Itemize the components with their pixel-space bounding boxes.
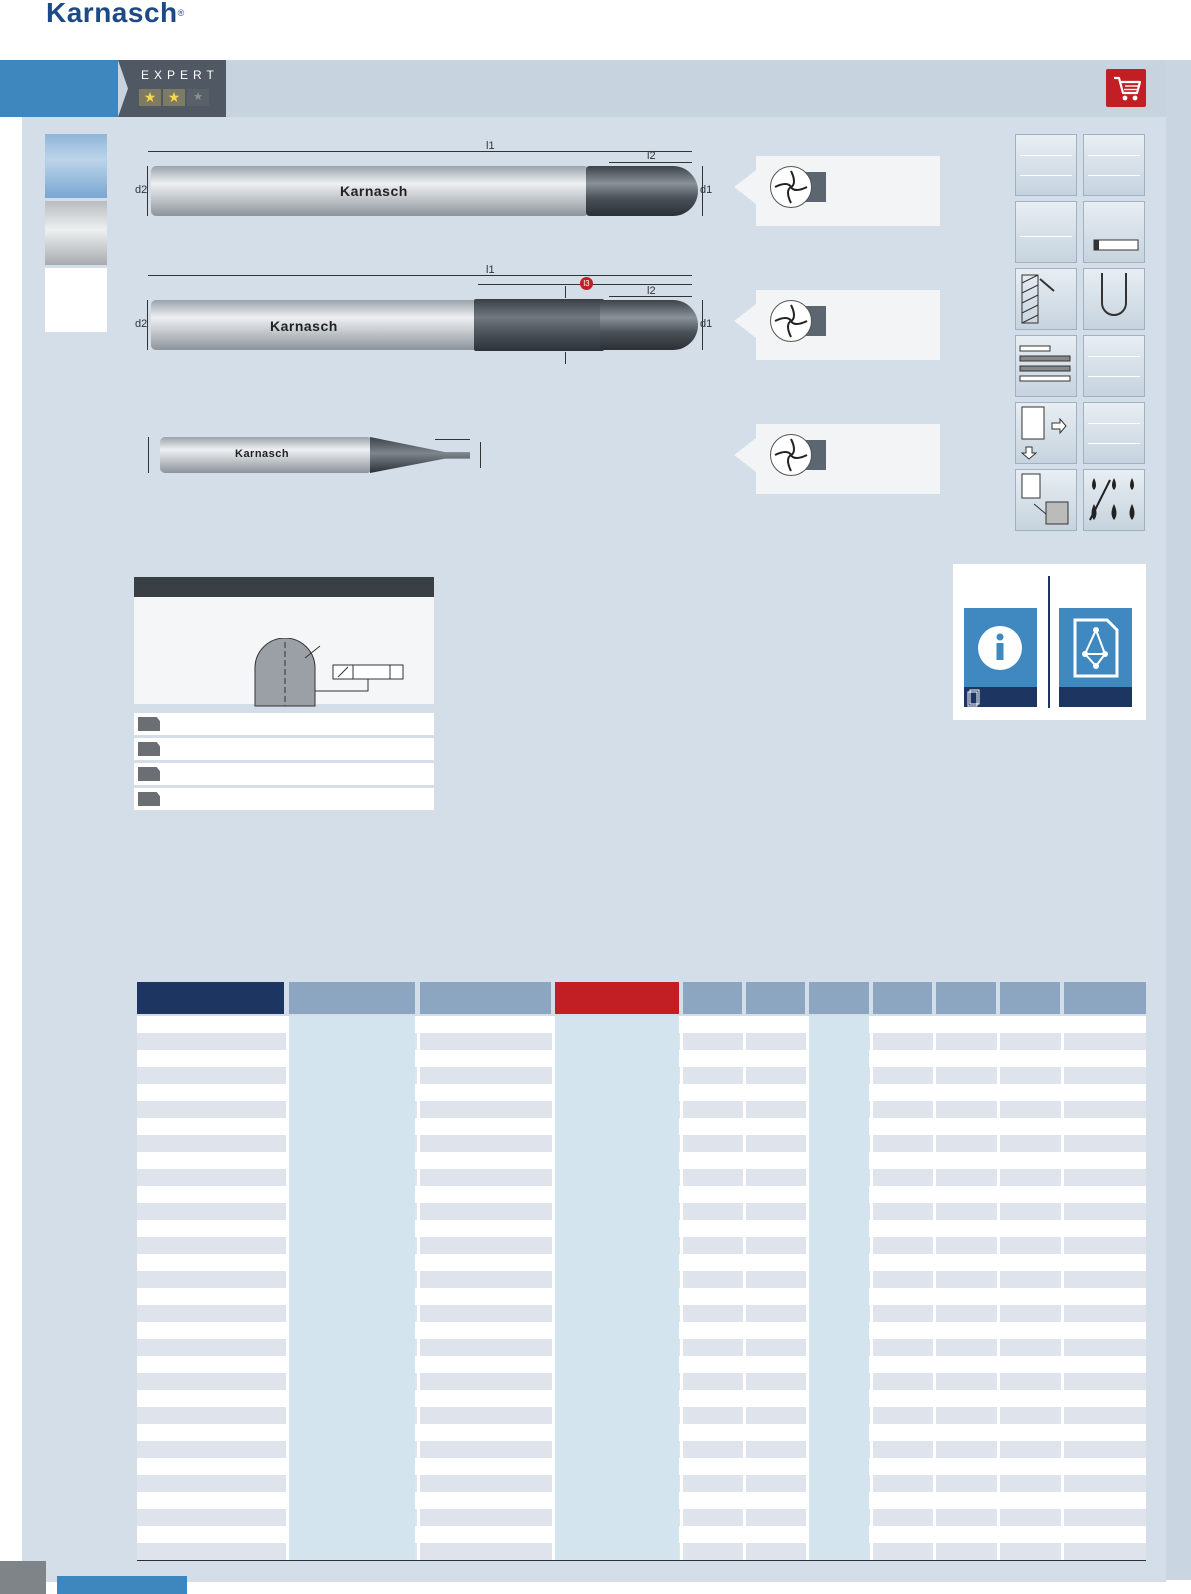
table-column-gap (870, 1016, 873, 1560)
info-divider (1048, 576, 1050, 708)
table-column-gap (806, 1016, 809, 1560)
milling-direction-icon (1015, 402, 1077, 464)
table-column-gap (933, 1016, 936, 1560)
dimension-d1-line (480, 442, 481, 468)
category-tab (0, 60, 118, 117)
table-merged-cell (555, 1288, 679, 1356)
table-merged-cell (289, 1084, 415, 1152)
callout-pointer (734, 170, 756, 204)
table-merged-cell (289, 1424, 415, 1492)
table-header-cell (809, 982, 869, 1014)
row-marker-icon (138, 742, 160, 756)
table-header-cell (746, 982, 805, 1014)
table-merged-cell (809, 1220, 869, 1288)
tolerance-row (134, 738, 434, 760)
cross-section-icon (770, 300, 812, 342)
callout-pointer (734, 438, 756, 472)
table-merged-cell (555, 1016, 679, 1084)
footer-section-tab (57, 1576, 187, 1594)
helix-angle-icon (1015, 268, 1077, 330)
dimension-l1-label: l1 (486, 264, 495, 276)
table-column-gap (286, 1016, 289, 1560)
expert-label: EXPERT (141, 68, 219, 82)
property-icon-blank (1083, 402, 1145, 464)
table-header-cell (289, 982, 415, 1014)
tolerance-row (134, 713, 434, 735)
radius-tolerance-diagram (250, 638, 410, 708)
table-merged-cell (289, 1152, 415, 1220)
tolerance-row (134, 788, 434, 810)
callout-pointer (734, 304, 756, 338)
info-button-bar[interactable] (964, 687, 1037, 707)
table-column-gap (1061, 1016, 1064, 1560)
tool-brand-text: Karnasch (340, 183, 408, 199)
dimension-d2-label: d2 (135, 184, 148, 196)
table-merged-cell (555, 1356, 679, 1424)
info-button[interactable] (964, 608, 1037, 687)
table-merged-cell (809, 1288, 869, 1356)
coolant-icon (1083, 469, 1145, 531)
table-merged-cell (555, 1220, 679, 1288)
table-merged-cell (555, 1084, 679, 1152)
table-column-gap (417, 1016, 420, 1560)
property-icon-blank (1015, 134, 1077, 196)
info-icon (964, 608, 1037, 687)
tolerance-bars-icon (1015, 335, 1077, 397)
table-column-gap (680, 1016, 683, 1560)
dimension-l3-marker: l3 (580, 277, 593, 290)
dimension-d2-label: d2 (135, 318, 148, 330)
tool-cutting-head (600, 300, 698, 350)
dimension-d3-arrow (565, 286, 566, 298)
dimension-l1-label: l1 (486, 140, 495, 152)
property-icon-blank (1083, 134, 1145, 196)
property-icon-blank (1015, 201, 1077, 263)
table-header-cell (1000, 982, 1060, 1014)
cart-button[interactable] (1106, 69, 1146, 107)
table-header-cell (936, 982, 996, 1014)
page-edge (1166, 60, 1191, 1580)
cross-section-icon (770, 166, 812, 208)
tool-neck (474, 299, 604, 351)
table-merged-cell (809, 1424, 869, 1492)
dimension-d1-label: d1 (700, 318, 713, 330)
star-icon: ★ (163, 89, 185, 106)
table-merged-cell (809, 1356, 869, 1424)
karnasch-logo: Karnasch® (46, 0, 185, 28)
table-merged-cell (555, 1492, 679, 1560)
shank-form-icon (1083, 201, 1145, 263)
table-merged-cell (809, 1152, 869, 1220)
tolerance-box-header (134, 577, 434, 597)
table-column-gap (997, 1016, 1000, 1560)
cad-model-button-bar[interactable] (1059, 687, 1132, 707)
table-merged-cell (289, 1288, 415, 1356)
table-header-cell (683, 982, 742, 1014)
table-merged-cell (289, 1016, 415, 1084)
table-column-gap (743, 1016, 746, 1560)
tool-brand-text: Karnasch (270, 318, 338, 334)
material-swatch-steel (45, 201, 107, 265)
material-swatch-blue (45, 134, 107, 198)
dimension-d3-arrow (565, 352, 566, 364)
cad-model-icon (1059, 608, 1132, 687)
dimension-l2-label: l2 (647, 150, 656, 162)
table-header-cell (420, 982, 551, 1014)
tool-brand-text: Karnasch (235, 448, 290, 460)
table-header-cell (137, 982, 284, 1014)
table-group-divider (137, 1560, 1146, 1561)
dimension-l1-line (148, 151, 692, 152)
table-merged-cell (809, 1492, 869, 1560)
row-marker-icon (138, 792, 160, 806)
star-empty-icon: ★ (187, 89, 209, 106)
tolerance-row (134, 763, 434, 785)
tool-cutting-head (586, 166, 698, 216)
material-swatch-white (45, 268, 107, 332)
document-icon (964, 687, 984, 707)
shopping-cart-icon (1106, 69, 1146, 107)
table-merged-cell (289, 1220, 415, 1288)
property-icon-blank (1083, 335, 1145, 397)
cross-section-icon (770, 434, 812, 476)
table-merged-cell (809, 1084, 869, 1152)
dimension-l2-label: l2 (647, 285, 656, 297)
row-marker-icon (138, 717, 160, 731)
page-number-tab (0, 1561, 46, 1594)
table-merged-cell (555, 1424, 679, 1492)
dimension-l1-line (148, 275, 692, 276)
dimension-l2-line (435, 439, 470, 440)
dimension-d2-line (148, 437, 149, 473)
dimension-d1-label: d1 (700, 184, 713, 196)
table-merged-cell (289, 1356, 415, 1424)
table-column-gap (552, 1016, 555, 1560)
star-icon: ★ (139, 89, 161, 106)
table-merged-cell (809, 1016, 869, 1084)
table-merged-cell (289, 1492, 415, 1560)
table-header-cell (1064, 982, 1146, 1014)
ramping-icon (1015, 469, 1077, 531)
table-header-cell (555, 982, 679, 1014)
table-header-cell (873, 982, 932, 1014)
row-marker-icon (138, 767, 160, 781)
table-merged-cell (555, 1152, 679, 1220)
cad-model-button[interactable] (1059, 608, 1132, 687)
ball-nose-profile-icon (1083, 268, 1145, 330)
dimension-l2-line (609, 162, 692, 163)
